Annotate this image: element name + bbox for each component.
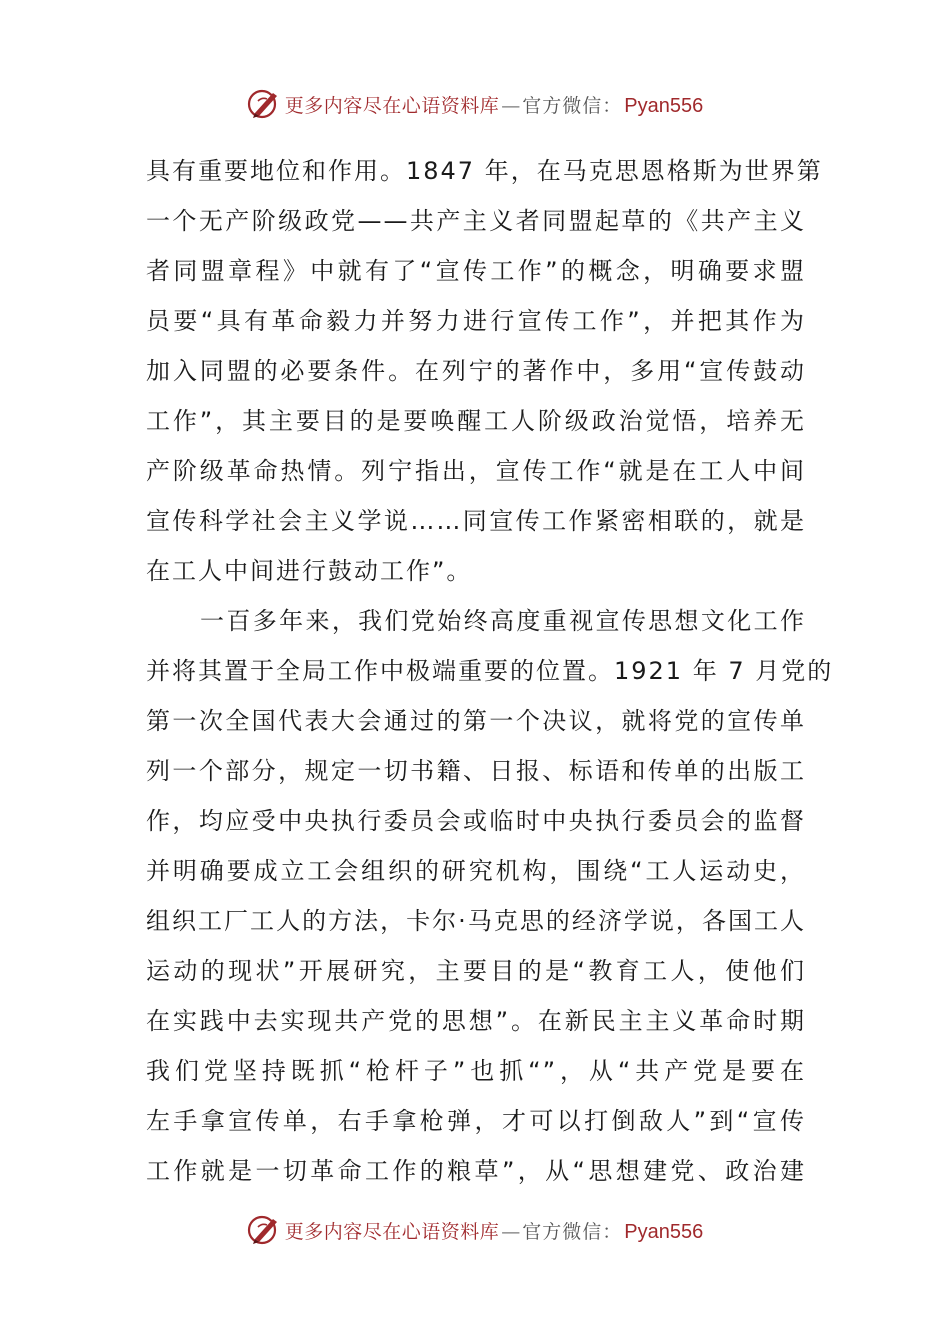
text-line: 一百多年来，我们党始终高度重视宣传思想文化工作 [200, 607, 806, 635]
text-line: 加入同盟的必要条件。在列宁的著作中，多用“宣传鼓动 [146, 357, 806, 385]
pen-logo-icon [247, 87, 281, 121]
text-line: 左手拿宣传单，右手拿枪弹，才可以打倒敌人”到“宣传 [146, 1107, 806, 1135]
watermark-text [285, 91, 704, 118]
text-line: 宣传科学社会主义学说……同宣传工作紧密相联的，就是 [146, 507, 806, 535]
text-line: 组织工厂工人的方法，卡尔·马克思的经济学说，各国工人 [146, 907, 806, 935]
text-line: 我们党坚持既抓“枪杆子”也抓“”，从“共产党是要在 [146, 1057, 806, 1085]
watermark-text [285, 1217, 704, 1244]
footer-watermark-banner [0, 1210, 950, 1250]
text-line: 工作”，其主要目的是要唤醒工人阶级政治觉悟，培养无 [146, 407, 806, 435]
pen-logo-icon [247, 1213, 281, 1247]
text-line: 具有重要地位和作用。1847 年，在马克思恩格斯为世界第 [146, 157, 823, 185]
text-line: 并明确要成立工会组织的研究机构，围绕“工人运动史， [146, 857, 806, 885]
paragraph-2 [146, 596, 834, 1196]
text-line: 工作就是一切革命工作的粮草”，从“思想建党、政治建 [146, 1157, 806, 1185]
watermark-separator: — [501, 94, 521, 117]
text-line: 并将其置于全局工作中极端重要的位置。1921 年 7 月党的 [146, 657, 834, 685]
document-body [146, 146, 834, 1196]
text-line: 作，均应受中央执行委员会或临时中央执行委员会的监督 [146, 807, 806, 835]
watermark-wechat-label: 官方微信： [522, 94, 623, 117]
watermark-wechat-id: Pyan556 [624, 1220, 704, 1243]
text-line: 第一次全国代表大会通过的第一个决议，就将党的宣传单 [146, 707, 806, 735]
text-line: 一个无产阶级政党——共产主义者同盟起草的《共产主义 [146, 207, 806, 235]
text-line: 在工人中间进行鼓动工作”。 [146, 557, 473, 585]
watermark-main-text: 更多内容尽在心语资料库 [284, 1220, 500, 1243]
watermark-wechat-label: 官方微信： [522, 1220, 623, 1243]
watermark-main-text: 更多内容尽在心语资料库 [284, 94, 500, 117]
watermark-separator: — [501, 1220, 521, 1243]
text-line: 者同盟章程》中就有了“宣传工作”的概念，明确要求盟 [146, 257, 806, 285]
text-line: 运动的现状”开展研究，主要目的是“教育工人，使他们 [146, 957, 806, 985]
text-line: 列一个部分，规定一切书籍、日报、标语和传单的出版工 [146, 757, 806, 785]
text-line: 在实践中去实现共产党的思想”。在新民主主义革命时期 [146, 1007, 806, 1035]
paragraph-1 [146, 146, 823, 596]
text-line: 员要“具有革命毅力并努力进行宣传工作”，并把其作为 [146, 307, 806, 335]
text-line: 产阶级革命热情。列宁指出，宣传工作“就是在工人中间 [146, 457, 806, 485]
watermark-wechat-id: Pyan556 [624, 94, 704, 117]
header-watermark-banner [0, 84, 950, 124]
